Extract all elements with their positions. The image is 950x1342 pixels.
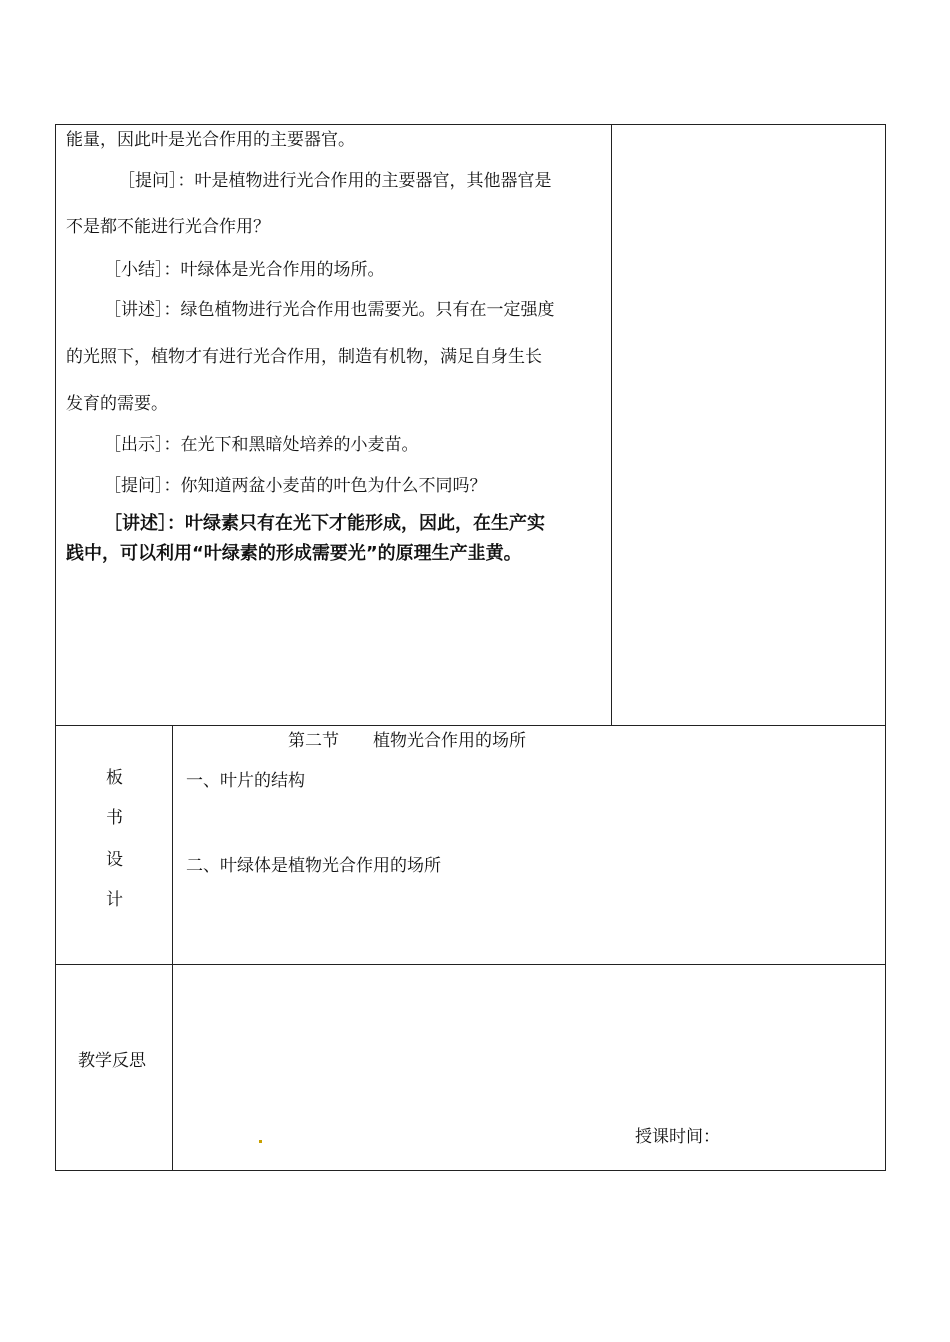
content-line: ［提问］：叶是植物进行光合作用的主要器官，其他器官是 [118,171,552,191]
board-label-char: 计 [106,890,123,910]
board-label-char: 设 [106,850,123,870]
label-column-divider [172,725,173,1171]
board-label-char: 板 [106,768,123,788]
content-line: 能量，因此叶是光合作用的主要器官。 [66,130,355,150]
board-item: 一、叶片的结构 [186,771,305,791]
content-line: ［小结］：叶绿体是光合作用的场所。 [104,260,385,280]
row-divider-1 [55,725,886,726]
board-item: 二、叶绿体是植物光合作用的场所 [186,856,441,876]
board-label-char: 书 [106,808,123,828]
content-line: ［提问］：你知道两盆小麦苗的叶色为什么不同吗？ [104,476,487,496]
board-title: 第二节 植物光合作用的场所 [288,731,526,751]
content-bold-line: ［讲述］：叶绿素只有在光下才能形成，因此，在生产实 [104,513,545,534]
top-row-divider [611,124,612,726]
content-line: 的光照下，植物才有进行光合作用，制造有机物，满足自身生长 [66,347,542,367]
lesson-table [55,124,886,1171]
content-line: 发育的需要。 [66,394,168,414]
lesson-time-label: 授课时间： [635,1127,720,1147]
decorative-dot [259,1140,262,1143]
reflection-label: 教学反思 [78,1051,146,1071]
content-line: ［出示］：在光下和黑暗处培养的小麦苗。 [104,435,419,455]
row-divider-2 [55,964,886,965]
content-line: ［讲述］：绿色植物进行光合作用也需要光。只有在一定强度 [104,300,555,320]
content-line: 不是都不能进行光合作用？ [66,217,270,237]
content-bold-line: 践中，可以利用“叶绿素的形成需要光”的原理生产韭黄。 [66,543,522,564]
